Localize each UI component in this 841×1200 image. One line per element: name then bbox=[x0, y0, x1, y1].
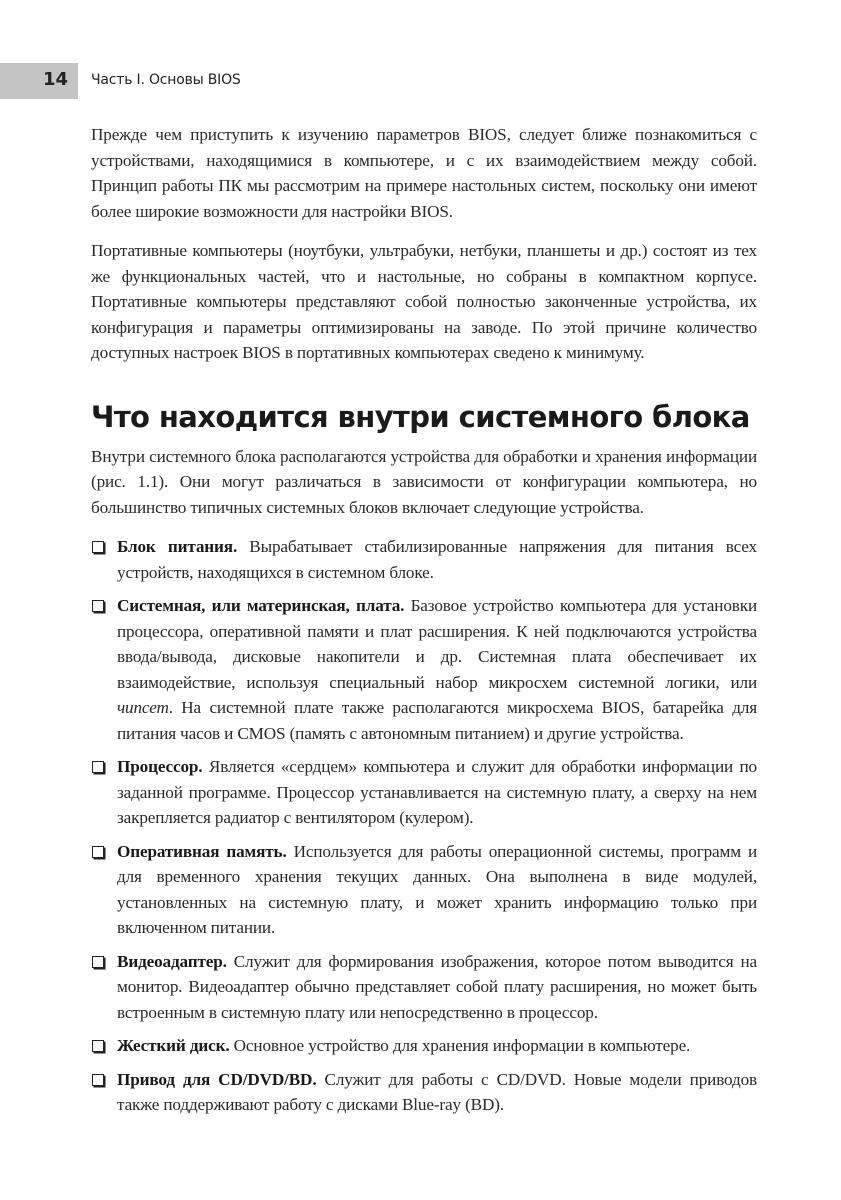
list-item bbox=[91, 839, 757, 941]
checkbox-bullet-icon bbox=[92, 1040, 104, 1052]
item-text-continued: . На системной плате также располагаются микросхема BIOS, батарейка для питания часов и CMOS (память с автономным питанием) и другие устройства. bbox=[117, 698, 757, 743]
page-header bbox=[0, 63, 841, 99]
item-text: Вырабатывает стабилизированные напряжения для питания всех устройств, находящихся в системном блоке. bbox=[117, 537, 758, 582]
checkbox-bullet-icon bbox=[92, 846, 104, 858]
list-item bbox=[91, 1033, 757, 1059]
item-term: Видеоадаптер. bbox=[117, 951, 227, 971]
running-title: Часть I. Основы BIOS bbox=[91, 72, 241, 88]
item-text: Используется для работы операционной системы, программ и для временного хранения текущих данных. Она выполнена в виде модулей, установленных на системную плату, и может хранить информацию только при включенном питании. bbox=[117, 841, 757, 937]
checkbox-bullet-icon bbox=[92, 541, 104, 553]
checkbox-bullet-icon bbox=[92, 600, 104, 612]
item-text: Основное устройство для хранения информации в компьютере. bbox=[229, 1036, 691, 1055]
item-term: Блок питания. bbox=[117, 537, 238, 556]
item-term: Оперативная память. bbox=[117, 841, 287, 861]
list-item bbox=[91, 593, 757, 746]
intro-paragraph: Портативные компьютеры (ноутбуки, ультрабуки, нетбуки, планшеты и др.) состоят из тех же функциональных частей, что и настольные, но собраны в компактном корпусе. Портативные компьютеры представляют собой полностью законченные устройства, их конфигурация и параметры оптимизированы на заводе. По этой причине количество доступных настроек BIOS в портативных компьютерах сведено к минимуму. bbox=[91, 241, 757, 362]
page-content bbox=[91, 122, 757, 1126]
checkbox-bullet-icon bbox=[92, 1074, 104, 1086]
page-number: 14 bbox=[42, 69, 68, 90]
section-lead-paragraph: Внутри системного блока располагаются устройства для обработки и хранения информации (рис. 1.1). Они могут различаться в зависимости от конфигурации компьютера, но большинство типичных системных блоков включает следующие устройства. bbox=[91, 446, 757, 517]
device-list bbox=[91, 534, 757, 1118]
item-term: Привод для CD/DVD/BD. bbox=[117, 1069, 317, 1089]
item-term: Жесткий диск. bbox=[117, 1036, 230, 1055]
list-item bbox=[91, 754, 757, 831]
section-heading: Что находится внутри системного блока bbox=[91, 399, 750, 434]
item-term: Системная, или материнская, плата. bbox=[117, 596, 405, 615]
intro-paragraph: Прежде чем приступить к изучению параметров BIOS, следует ближе познакомиться с устройствами, находящимися в компьютере, и с их взаимодействием между собой. Принцип работы ПК мы рассмотрим на примере настольных систем, поскольку они имеют более широкие возможности для настройки BIOS. bbox=[91, 125, 757, 221]
item-text: Является «сердцем» компьютера и служит для обработки информации по заданной программе. Процессор устанавливается на системную плату, а сверху на нем закрепляется радиатор с вентилятором (кулером). bbox=[117, 757, 757, 827]
item-text: Служит для работы с CD/DVD. Новые модели приводов также поддерживают работу с дисками Blue-ray (BD). bbox=[117, 1069, 757, 1114]
list-item bbox=[91, 1067, 757, 1118]
item-text: Служит для формирования изображения, которое потом выводится на монитор. Видеоадаптер обычно представляет собой плату расширения, но может быть встроенным в системную плату или непосредственно в процессор. bbox=[117, 951, 757, 1022]
list-item bbox=[91, 534, 757, 585]
item-italic-term: чипсет bbox=[117, 698, 169, 717]
list-item bbox=[91, 949, 757, 1026]
page-number-box bbox=[0, 63, 78, 99]
item-text: Базовое устройство компьютера для установки процессора, оперативной памяти и плат расширения. К ней подключаются устройства ввода/вывода, дисковые накопители и др. Системная плата обеспечивает их взаимодействие, используя специальный набор микросхем системной логики, или bbox=[117, 596, 757, 692]
checkbox-bullet-icon bbox=[92, 761, 104, 773]
item-term: Процессор. bbox=[117, 757, 203, 776]
checkbox-bullet-icon bbox=[92, 956, 104, 968]
